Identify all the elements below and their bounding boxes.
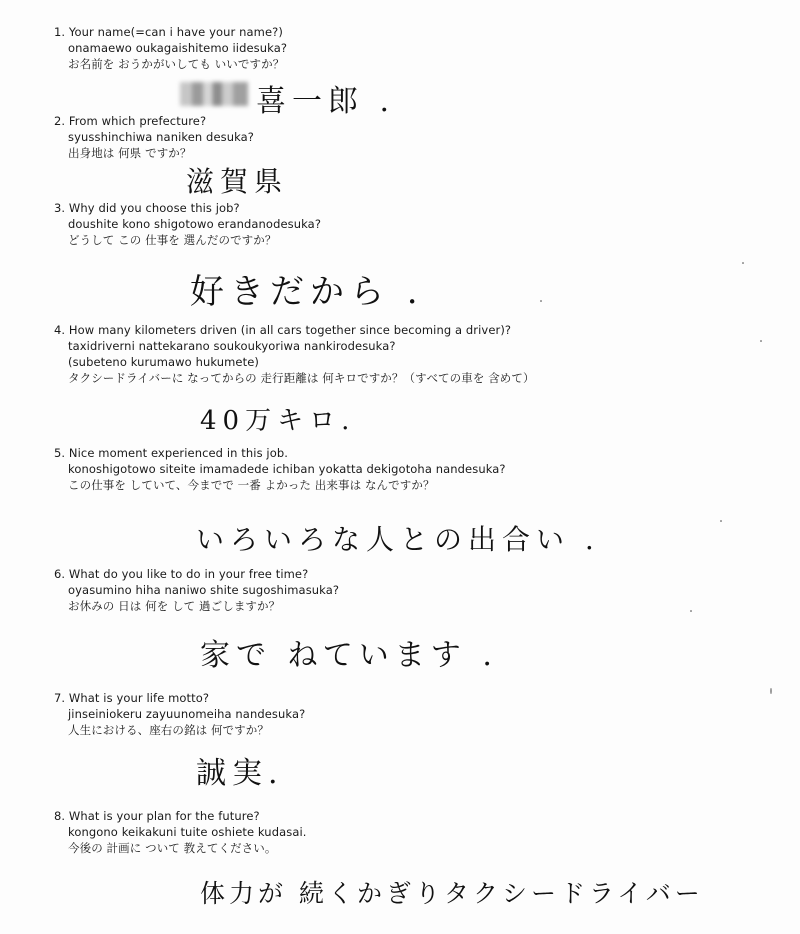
scan-speck bbox=[720, 520, 722, 522]
question-2 bbox=[54, 113, 254, 161]
question-6 bbox=[54, 566, 339, 614]
question-2-english: 2. From which prefecture? bbox=[54, 114, 207, 128]
scan-speck bbox=[770, 688, 772, 694]
answer-5: いろいろな人との出合い . bbox=[196, 523, 600, 556]
question-7-japanese: 人生における、座右の銘は 何ですか？ bbox=[68, 723, 269, 737]
answer-4: 40万キロ. bbox=[200, 406, 356, 436]
question-3-japanese: どうして この 仕事を 選んだのですか？ bbox=[68, 233, 277, 247]
answer-1: 喜一郎 . bbox=[256, 84, 396, 119]
question-5-english: 5. Nice moment experienced in this job. bbox=[54, 446, 289, 460]
question-7-english: 7. What is your life motto? bbox=[54, 691, 210, 705]
scan-speck bbox=[540, 300, 542, 302]
question-6-romaji: oyasumino hiha naniwo shite sugoshimasuka? bbox=[68, 583, 340, 597]
scan-speck bbox=[742, 262, 744, 264]
question-5 bbox=[54, 445, 506, 493]
question-5-japanese: この仕事を していて、今までで 一番 よかった 出来事は なんですか？ bbox=[68, 478, 435, 492]
answer-2: 滋賀県 bbox=[186, 165, 289, 198]
question-3 bbox=[54, 200, 321, 248]
question-8-english: 8. What is your plan for the future? bbox=[54, 809, 260, 823]
question-6-english: 6. What do you like to do in your free time? bbox=[54, 567, 309, 581]
question-4-english: 4. How many kilometers driven (in all cars together since becoming a driver)? bbox=[54, 323, 512, 337]
question-5-romaji: konoshigotowo siteite imamadede ichiban yokatta dekigotoha nandesuka? bbox=[68, 462, 506, 476]
redacted-surname bbox=[180, 82, 248, 106]
question-8-romaji: kongono keikakuni tuite oshiete kudasai. bbox=[68, 825, 307, 839]
question-1 bbox=[54, 24, 287, 72]
answer-7: 誠実. bbox=[196, 756, 284, 791]
question-1-english: 1. Your name(=can i have your name?) bbox=[54, 25, 283, 39]
question-2-romaji: syusshinchiwa naniken desuka? bbox=[68, 130, 255, 144]
scan-speck bbox=[760, 340, 762, 342]
question-1-japanese: お名前を おうかがいしても いいですか？ bbox=[68, 57, 285, 71]
question-8 bbox=[54, 808, 307, 856]
question-4-japanese: タクシードライバーに なってからの 走行距離は 何キロですか？（すべての車を 含めて） bbox=[68, 371, 535, 385]
question-4 bbox=[54, 322, 535, 386]
question-4-romaji-note: (subeteno kurumawo hukumete) bbox=[68, 355, 259, 369]
question-1-romaji: onamaewo oukagaishitemo iidesuka? bbox=[68, 41, 288, 55]
answer-3: 好きだから . bbox=[190, 272, 424, 312]
question-3-romaji: doushite kono shigotowo erandanodesuka? bbox=[68, 217, 322, 231]
answer-6: 家で ねています . bbox=[200, 638, 498, 673]
scan-speck bbox=[690, 610, 692, 612]
question-7 bbox=[54, 690, 305, 738]
question-2-japanese: 出身地は 何県 ですか？ bbox=[68, 146, 192, 160]
question-6-japanese: お休みの 日は 何を して 過ごしますか？ bbox=[68, 599, 281, 613]
answer-8: 体力が 続くかぎりタクシードライバー bbox=[200, 879, 704, 908]
question-4-romaji: taxidriverni nattekarano soukoukyoriwa nankirodesuka? bbox=[68, 339, 396, 353]
question-3-english: 3. Why did you choose this job? bbox=[54, 201, 240, 215]
question-7-romaji: jinseiniokeru zayuunomeiha nandesuka? bbox=[68, 707, 306, 721]
question-8-japanese: 今後の 計画に ついて 教えてください。 bbox=[68, 841, 277, 855]
